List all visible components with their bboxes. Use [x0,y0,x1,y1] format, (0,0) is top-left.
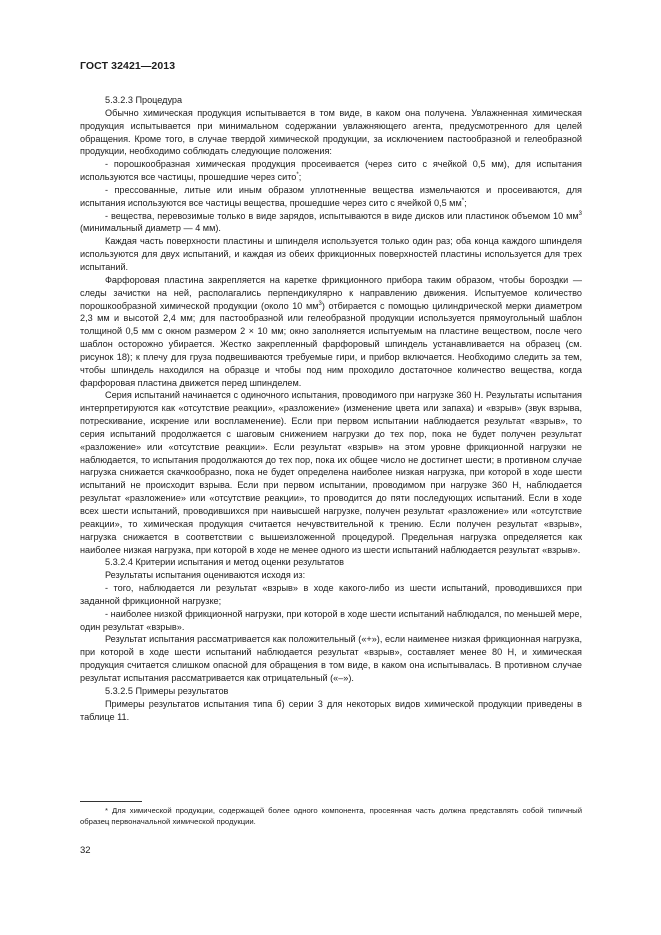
section-heading [80,685,582,698]
paragraph-text: ; [464,197,467,208]
paragraph [80,210,582,236]
paragraph-text: Результаты испытания оцениваются исходя из: [105,570,306,581]
paragraph [80,235,582,274]
superscript: 3 [578,210,582,217]
paragraph-text: - наиболее низкой фрикционной нагрузки, при которой в ходе шести испытаний наблюдался, по меньшей мере, один результат «взрыв». [80,608,582,632]
paragraph-text: Каждая часть поверхности пластины и шпинделя используется только один раз; оба конца каждого шпинделя используются для двух испытаний, и каждая из обеих фрикционных поверхностей пластины используется для трех испытаний. [80,236,582,272]
paragraph [80,158,582,184]
paragraph-text: ) отбирается с помощью цилиндрической мерки диаметром 2,3 мм и высотой 2,4 мм; для пастообразной или гелеобразной продукции используется прямоугольный шаблон толщиной 0,5 мм с окном размером 2 × 10 мм; окно заполняется испытуемым на пластине веществом, после чего шаблон осторожно убирается. Жестко закрепленный фарфоровый шпиндель устанавливается на образец (см. рисунок 18); к плечу для груза подвешиваются требуемые гири, и прибор включается. Необходимо следить за тем, чтобы шпиндель находился на образце и чтобы под ним проходило достаточное количество вещества, когда фарфоровая пластина движется перед шпинделем. [80,300,582,388]
document-header: ГОСТ 32421—2013 [80,60,176,72]
paragraph-text: - прессованные, литые или иным образом уплотненные вещества измельчаются и просеиваются, для испытания используются все частицы вещества, прошедшие через сито с ячейкой 0,5 мм [80,184,582,208]
footnote [80,806,582,828]
paragraph-text: Примеры результатов испытания типа б) серии 3 для некоторых видов химической продукции приведены в таблице 11. [80,698,582,722]
paragraph-text: Серия испытаний начинается с одиночного испытания, проводимого при нагрузке 360 Н. Результаты испытания интерпретируются как «отсутствие реакции», «разложение» (изменение цвета или запаха) и «взрыв» (звук взрыва, потрескивание, искрение или воспламенение). Если при первом испытании наблюдается результат «взрыв», то серия испытаний продолжается с шаговым снижением нагрузки до тех пор, пока не будет получен результат «разложение» или «отсутствие реакции». Если результат «взрыв» на этом уровне фрикционной нагрузки не наблюдается, то испытания продолжаются до тех пор, пока их общее число не достигнет шести; в противном случае нагрузка снижается скачкообразно, пока не будет определена наиболее низкая нагрузка, при которой в ходе шести испытаний не происходит взрыва. Если при первом испытании, проводимом при нагрузке 360 Н, наблюдается результат «разложение» или «отсутствие реакции», то проводится до пяти последующих испытаний. Если в ходе всех шести испытаний, проводившихся при наивысшей нагрузке, получен результат «разложение» или «отсутствие реакции», то химическая продукция считается нечувствительной к трению. Если получен результат «взрыв», нагрузка снижается в соответствии с вышеизложенной процедурой. Предельная нагрузка определяется как наиболее низкая нагрузка, при которой в ходе не менее одного из шести испытаний наблюдается результат «взрыв». [80,390,582,555]
footnote-text: * Для химической продукции, содержащей более одного компонента, просеянная часть должна представлять собой типичный образец первоначальной химической продукции. [80,806,582,826]
paragraph-text: 5.3.2.3 Процедура [105,95,183,105]
section-heading [80,556,582,569]
paragraph [80,633,582,684]
section-heading [80,569,582,582]
paragraph-text: 5.3.2.4 Критерии испытания и метод оценки результатов [105,557,344,568]
paragraph [80,184,582,210]
footnote-separator [80,801,142,802]
paragraph [80,608,582,634]
paragraph-text: Результат испытания рассматривается как положительный («+»), если наименее низкая фрикционная нагрузка, при которой в ходе шести испытаний наблюдается результат «взрыв», составляет менее 80 Н, и химическая продукция считается слишком опасной для обращения в том виде, в каком она испытывалась. В противном случае результат испытания рассматривается как отрицательный («–»). [80,634,582,683]
section-heading [80,94,582,107]
paragraph-text: Обычно химическая продукция испытывается в том виде, в каком она получена. Увлажненная химическая продукция испытывается при минимальном содержании увлажняющего агента, предусмотренного для целей обращения. Кроме того, в случае твердой химической продукции, за исключением пастообразной и гелеобразной продукции, необходимо соблюдать следующие положения: [80,107,582,157]
paragraph-text: - порошкообразная химическая продукция просеивается (через сито с ячейкой 0,5 мм), для испытания используются все частицы, прошедшие через сито [80,159,582,183]
paragraph [80,698,582,724]
paragraph-text: - вещества, перевозимые только в виде зарядов, испытываются в виде дисков или пластинок объемом 10 мм [105,210,579,221]
body-text [80,94,582,723]
paragraph-text: ; [298,172,302,183]
paragraph [80,107,582,158]
paragraph [80,582,582,608]
paragraph-text: 5.3.2.5 Примеры результатов [105,685,229,696]
paragraph-text: Фарфоровая пластина закрепляется на каретке фрикционного прибора таким образом, чтобы бороздки — следы зачистки на ней, располагались перпендикулярно к направлению движения. Испытуемое количество порошкообразной химической продукции (около 10 мм [80,274,582,311]
superscript: * [296,172,299,179]
superscript: * [461,197,465,204]
paragraph [80,389,582,556]
paragraph-text: - того, наблюдается ли результат «взрыв» в ходе какого-либо из шести испытаний, проводившихся при заданной фрикционной нагрузке; [80,583,582,606]
paragraph [80,274,582,390]
page-number: 32 [80,845,91,856]
superscript: 3 [318,300,322,307]
paragraph-text: (минимальный диаметр — 4 мм). [80,223,221,234]
